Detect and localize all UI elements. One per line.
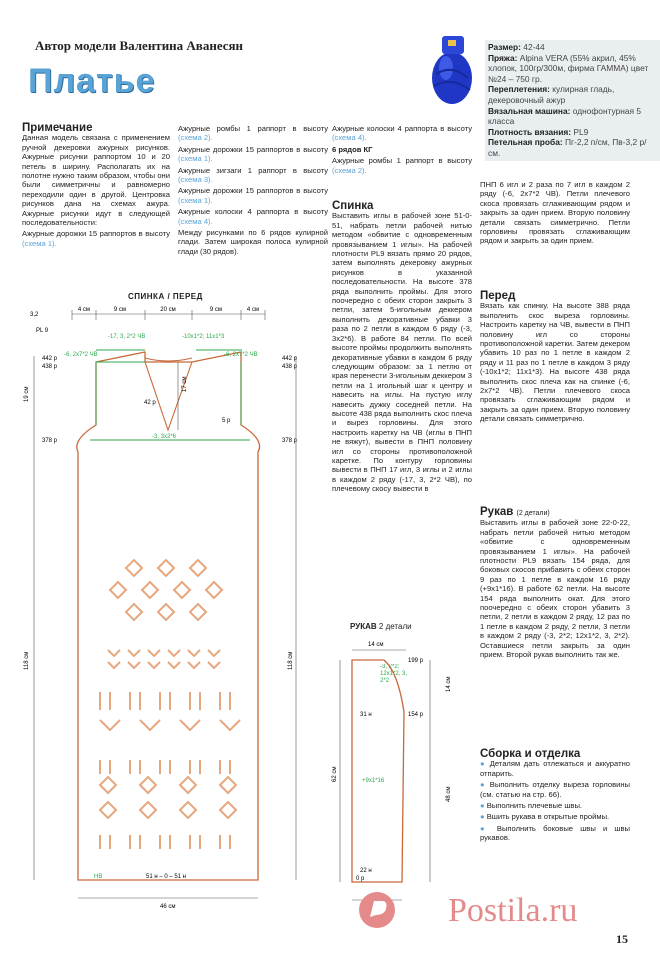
notes-item: Ажурные зигзаги 1 раппорт в высоту (схема 3). [178, 165, 328, 185]
back-cont-text: ПНП 6 игл и 2 раза по 7 игл в каждом 2 ряду (-6, 2х7*2 ЧВ). Петли плечевого скоса провязать сглаживающим рядом и закрыть за один прием. Вторую половину детали связать симметрично. Петли горловины провязать сглаживающим рядом и закрыть за один прием. [480, 180, 630, 246]
back-continued [480, 180, 630, 248]
dim-label: 14 см [368, 642, 384, 648]
dim-label: 14 см [446, 676, 452, 692]
assembly-heading: Сборка и отделка [480, 748, 581, 760]
row-label: 378 р [282, 438, 298, 444]
size-value: 42-44 [523, 42, 545, 52]
row-label: 199 р [408, 658, 424, 664]
machine-value: однофонтурная 5 класса [488, 105, 642, 127]
dim-label: 4 см [246, 307, 260, 313]
weave-label: Переплетения: [488, 84, 550, 95]
page-number: 15 [616, 932, 628, 946]
dim-label: 118 см [24, 651, 30, 670]
density-label: PL 9 [36, 328, 49, 334]
notes-item: Ажурные дорожки 15 раппортов в высоту (схема 1). [178, 186, 328, 205]
notes-continued [178, 124, 328, 258]
machine-label: Вязальная машина: [488, 105, 571, 116]
yarn-value: Alpina VERA (55% акрил, 45% хлопок, 100гр/300м, фирма ГАММА) цвет №24 – 750 гр. [488, 52, 649, 84]
dim-label: 9 см [113, 307, 127, 313]
row-label: 442 р [282, 356, 298, 362]
needle-label: 31 н [360, 712, 372, 718]
dim-label: 9 см [209, 307, 223, 313]
notes-heading: Примечание [22, 122, 93, 134]
back-heading: Спинка [332, 200, 374, 212]
assembly-item: ● Выполнить плечевые швы. [480, 801, 583, 811]
weave-value: кулирная гладь, декеровочный ажур [488, 84, 615, 105]
sleeve-heading: Рукав (2 детали) [480, 506, 550, 518]
dim-label: 62 см [332, 766, 338, 782]
assembly-item: ● Деталям дать отлежаться и аккуратно отпарить. [480, 759, 630, 778]
postila-logo-icon [352, 885, 438, 935]
row-label: 0 р [356, 876, 365, 882]
assembly-item: ● Выполнить отделку выреза горловины (см. статью на стр. 66). [480, 780, 630, 799]
assembly-section [480, 750, 630, 845]
dim-label: 20 см [160, 307, 176, 313]
garment-diagram [0, 300, 330, 920]
dim-label: 17 см [182, 376, 188, 392]
back-neck-label: -17, 3, 2*2 ЧВ [108, 334, 146, 340]
dim-label: 48 см [446, 786, 452, 802]
sleeve-section [480, 508, 630, 662]
sleeve-diagram [330, 632, 460, 922]
notes-item: Ажурные колоски 4 раппорта в высоту (схема 4). [178, 207, 328, 226]
lace-pattern [100, 560, 240, 849]
front-section [480, 292, 630, 426]
notes-item: Ажурные ромбы 1 раппорт в высоту (схема 2). [178, 124, 328, 143]
sleeve-text: Выставить иглы в рабочей зоне 22-0-22, набрать петли рабочей нитью методом «обвитие с одновременным провязыванием 1 иглы». На рабочей плотности PL9 вязать 154 ряда, для боковых скосов прибавить с обеих сторон 9 раз по 1 петле в каждом 16 ряду (+9х1*16). В работе 62 петли. На высоте 154 ряда выполнить окат. Для этого поочередно с обеих сторон убавить 3 петли, 2 петли в каждом 2 ряду, 12 раз по 1 петле в каждом 2 ряду, 2 петли, 3 петли в каждом 2 ряду (-3, 2*2; 12х1*2, 3, 2*2). Оставшиеся петли закрыть за один прием. Второй рукав выполнить так же. [480, 518, 630, 660]
notes-between: Между рисунками по 6 рядов кулирной глади. Затем широкая полоса кулирной глади (30 рядов). [178, 228, 328, 256]
row-label: 438 р [42, 364, 58, 370]
cap-label: -3, 2*2; 12х1*2, 3, 2*2 [380, 664, 408, 684]
notes-item: Ажурные дорожки 15 раппортов в высоту (схема 1). [22, 229, 170, 248]
front-text: Вязать как спинку. На высоте 388 ряда выполнить скос выреза горловины. Настроить каретку на ЧВ, вывести в ПНП половину игл со стороны противоположной каретки. Затем декером убавить 10 раз по 1 петле в каждом 2 ряду и 11 раз по 1 петле в каждом 3 ряду (-10х1*2; 11х1*3). На высоте 438 ряда выполнить скос плеча как на спинке (-6, 2х7*2 ЧВ). Петли плечевого скоса провязать сглаживающим рядом и закрыть за один прием. Вторую половину детали связать симметрично. [480, 301, 630, 424]
notes-item: Ажурные дорожки 15 раппортов в высоту (схема 1). [178, 144, 328, 164]
front-heading: Перед [480, 290, 516, 302]
shoulder-label: -6, 2х7*2 ЧВ [224, 352, 258, 358]
density-value: PL9 [573, 126, 589, 137]
row-label: 42 р [144, 400, 156, 406]
page-title: Платье [28, 62, 156, 100]
row-label: 5 р [222, 418, 231, 424]
dim-label: 4 см [77, 307, 91, 313]
notes-item: Ажурные колоски 4 раппорта в высоту (схема 4). [332, 124, 472, 143]
dim-label: 118 см [288, 651, 294, 670]
front-neck-label: -10х1*2; 11х1*3 [182, 334, 225, 340]
row-label: 438 р [282, 364, 298, 370]
yarn-label: Пряжа: [488, 52, 518, 63]
density-label: Плотность вязания: [488, 126, 572, 137]
dim-label: 19 см [24, 386, 30, 402]
author-line: Автор модели Валентина Аванесян [35, 38, 244, 53]
hb-label: НВ [94, 874, 103, 880]
dim-label: 46 см [160, 904, 176, 910]
increase-label: +9х1*16 [362, 778, 385, 784]
armhole-label: -3, 3х2*6 [152, 434, 177, 440]
sleeve-diagram-title: РУКАВ 2 детали [350, 622, 412, 631]
gauge-label: Петельная проба: [488, 137, 563, 148]
back-text: Выставить иглы в рабочей зоне 51-0-51, набрать петли рабочей нитью методом «обвитие с одновременным провязыванием 1 иглы». На рабочей плотности PL9 вязать прямо 20 рядов, затем выполнять декеровку ажурных рисунков в указанной последовательности. На высоте 378 ряда выполнить проймы. Для этого поочередно с обеих сторон закрыть 3 петли, затем 5-игольным деккером выполнить декоративные убавки 3 раза по 2 петли в каждом 6 ряду (-3, 3х2*6). В работе 84 петли. По всей высоте проймы продолжить выполнять декоративные убавки в каждом 6 ряду следующим образом: за 1 петлю от края перенести 3-игольным деккером 3 петли на 1 игольный шаг к центру и навесить на иглы. На пустую иглу навесить дужку соседней петли. На высоте 438 ряда выполнить скос плеча и вырез горловины. Для этого настроить каретку на ЧВ (иглы в ПНП не вяжут), вывести в ПНП половину игл со стороны противоположной каретке. По контуру горловины вывести в ПНП 17 игл, 3 иглы и 2 иглы в каждом 2 ряду (-17, 3, 2*2 ЧВ), по плечевому скосу вывести в [332, 211, 472, 494]
assembly-item: ● Вшить рукава в открытые проймы. [480, 812, 610, 822]
needle-label: 22 н [360, 868, 372, 874]
size-label: Размер: [488, 42, 521, 52]
yarn-ball-image [428, 34, 476, 106]
notes-continued-2 [332, 124, 472, 177]
back-section [332, 202, 472, 496]
dim-label: 3,2 [30, 312, 39, 318]
info-box [485, 40, 660, 161]
assembly-item: ● Выполнить боковые швы и швы рукавов. [480, 823, 630, 843]
front-neckline [145, 362, 192, 430]
diagram-title: СПИНКА / ПЕРЕД [128, 292, 203, 301]
postila-logo: Postila.ru [448, 892, 578, 929]
notes-section [22, 124, 170, 250]
needles-label: 51 н – 0 – 51 н [146, 874, 186, 880]
shoulder-label: -6, 2х7*2 ЧВ [64, 352, 98, 358]
notes-paragraph: Данная модель связана с применением ручной декеровки ажурных рисунков. Ажурные рисунки раппортом 10 и 20 петель в ширину. Располагать их на полотне нужно таким образом, чтобы они были симметричны и равномерно переходили один в другой. Центровка рисунков дана на схемах ажура. Ажурные рисунки идут в следующей последовательности: [22, 133, 170, 228]
row-label: 378 р [42, 438, 58, 444]
row-label: 442 р [42, 356, 58, 362]
notes-item: 6 рядов КГ [332, 144, 373, 154]
gauge-value: Пг-2,2 п/см, Пв-3,2 р/см. [488, 137, 647, 158]
garment-outline [77, 352, 260, 880]
row-label: 154 р [408, 712, 424, 718]
notes-item: Ажурные ромбы 1 раппорт в высоту (схема 2). [332, 156, 472, 175]
